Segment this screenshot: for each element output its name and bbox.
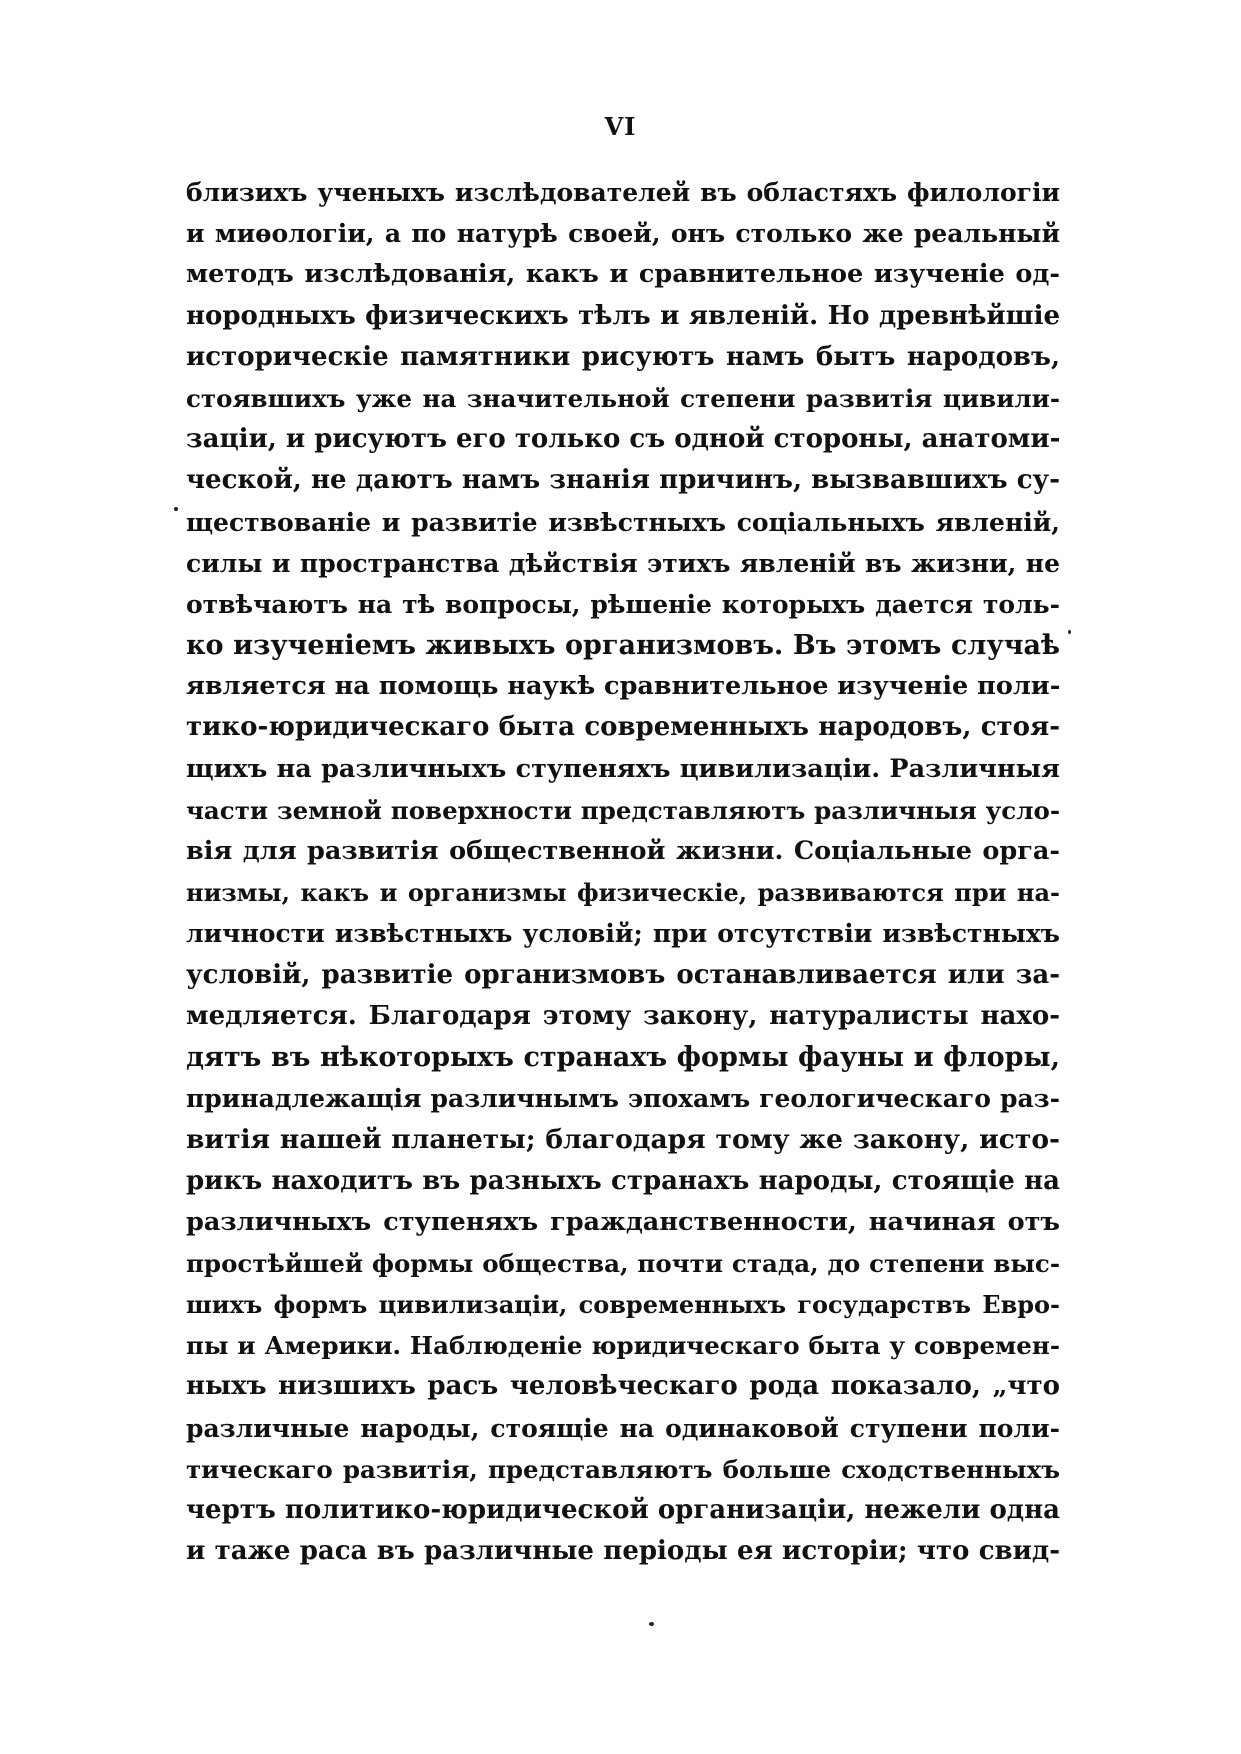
text-line: ко изученіемъ живыхъ организмовъ. Въ этомъ случаѣ xyxy=(186,630,1060,662)
text-line: принадлежащія различнымъ эпохамъ геологическаго раз- xyxy=(186,1084,1060,1114)
text-line: витія нашей планеты; благодаря тому же закону, исто- xyxy=(186,1124,1060,1156)
text-line: рикъ находитъ въ разныхъ странахъ народы, стоящіе на xyxy=(186,1165,1060,1196)
text-line: отвѣчаютъ на тѣ вопросы, рѣшеніе которыхъ дается толь- xyxy=(186,589,1060,619)
text-line: ческой, не даютъ намъ знанія причинъ, вызвавшихъ су- xyxy=(186,465,1060,496)
text-line: ныхъ низшихъ расъ человѣческаго рода показало, „что xyxy=(186,1371,1060,1402)
text-line: и миѳологіи, а по натурѣ своей, онъ столько же реальный xyxy=(186,219,1060,249)
text-line: простѣйшей формы общества, почти стада, до степени выс- xyxy=(186,1248,1060,1278)
body-text xyxy=(186,172,1060,1572)
text-line: близихъ ученыхъ изслѣдователей въ областяхъ филологіи xyxy=(186,178,1060,207)
text-line: чертъ политико-юридической организаціи, нежели одна xyxy=(186,1495,1060,1525)
text-line: ществованіе и развитіе извѣстныхъ соціальныхъ явленій, xyxy=(186,507,1060,537)
text-line: пы и Америки. Наблюденіе юридическаго быта у современ- xyxy=(186,1331,1060,1361)
text-line: вія для развитія общественной жизни. Соціальные орга- xyxy=(186,836,1060,866)
text-line: части земной поверхности представляютъ различныя усло- xyxy=(186,795,1060,825)
page-number: VI xyxy=(604,112,637,141)
text-line: различныхъ ступеняхъ гражданственности, начиная отъ xyxy=(186,1206,1060,1237)
ink-speck xyxy=(1068,630,1071,634)
text-line: и таже раса въ различные періоды ея исторіи; что свид- xyxy=(186,1536,1060,1567)
text-line: историческіе памятники рисуютъ намъ бытъ народовъ, xyxy=(186,341,1060,372)
text-line: силы и пространства дѣйствія этихъ явленій въ жизни, не xyxy=(186,548,1060,578)
text-line: щихъ на различныхъ ступеняхъ цивилизаціи. Различныя xyxy=(186,753,1060,784)
text-line: низмы, какъ и организмы физическіе, развиваются при на- xyxy=(186,878,1060,908)
text-line: нородныхъ физическихъ тѣлъ и явленій. Но древнѣйшіе xyxy=(186,300,1060,331)
text-line: дятъ въ нѣкоторыхъ странахъ формы фауны и флоры, xyxy=(186,1041,1060,1073)
text-line: личности извѣстныхъ условій; при отсутствіи извѣстныхъ xyxy=(186,919,1060,949)
text-line: заціи, и рисуютъ его только съ одной стороны, анатоми- xyxy=(186,424,1060,455)
text-line: стоявшихъ уже на значительной степени развитія цивили- xyxy=(186,383,1060,413)
text-line: тическаго развитія, представляютъ больше сходственныхъ xyxy=(186,1454,1060,1484)
text-line: тико-юридическаго быта современныхъ народовъ, стоя- xyxy=(186,712,1060,743)
ink-speck xyxy=(174,507,178,511)
text-line: является на помощь наукѣ сравнительное изученіе поли- xyxy=(186,671,1060,702)
text-line: методъ изслѣдованія, какъ и сравнительное изученіе од- xyxy=(186,259,1060,290)
text-line: шихъ формъ цивилизаціи, современныхъ государствъ Евро- xyxy=(186,1290,1060,1320)
text-line: медляется. Благодаря этому закону, натуралисты нахо- xyxy=(186,1000,1060,1031)
text-line: условій, развитіе организмовъ останавливается или за- xyxy=(186,959,1060,990)
text-line: различные народы, стоящіе на одинаковой ступени поли- xyxy=(186,1413,1060,1443)
ink-speck xyxy=(649,1622,654,1626)
